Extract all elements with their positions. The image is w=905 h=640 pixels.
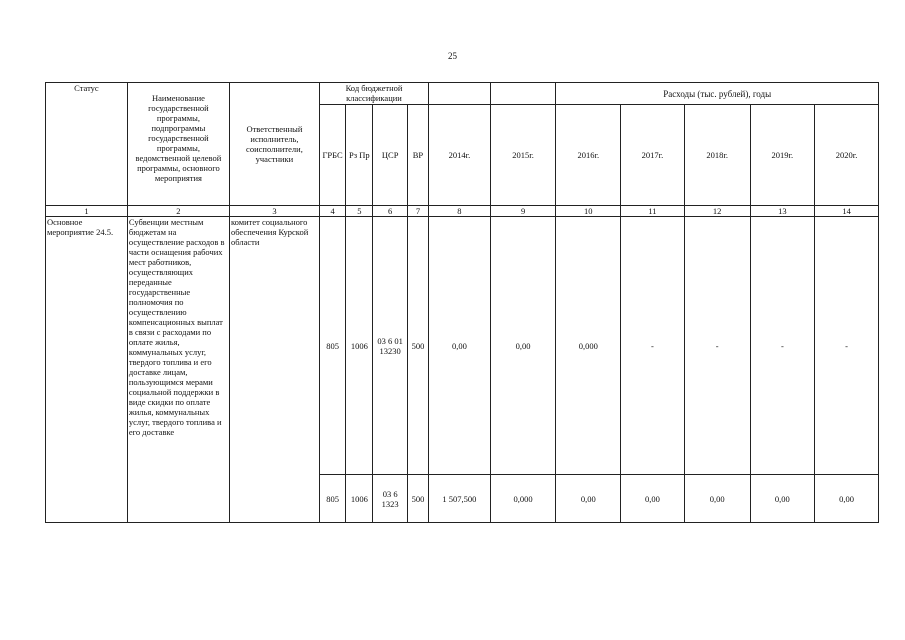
row1-vr: 500 bbox=[407, 217, 428, 475]
column-number: 9 bbox=[490, 206, 556, 217]
header-expenses: Расходы (тыс. рублей), годы bbox=[556, 83, 879, 105]
row2-vr: 500 bbox=[407, 475, 428, 523]
header-year-2017: 2017г. bbox=[621, 105, 685, 206]
column-number: 5 bbox=[346, 206, 373, 217]
column-number: 11 bbox=[621, 206, 685, 217]
column-number: 12 bbox=[684, 206, 750, 217]
row1-csr: 03 6 01 13230 bbox=[373, 217, 407, 475]
row1-rzpr: 1006 bbox=[346, 217, 373, 475]
row1-value-2015: 0,00 bbox=[490, 217, 556, 475]
column-number: 1 bbox=[46, 206, 128, 217]
row1-value-2018: - bbox=[684, 217, 750, 475]
record-executor: комитет социального обеспечения Курской области bbox=[229, 217, 319, 523]
header-program-name: Наименование государственной программы, подпрограммы государственной программы, ведомственной целевой программы, основного мероприятия bbox=[127, 83, 229, 206]
row2-value-2016: 0,00 bbox=[556, 475, 621, 523]
header-blank-a bbox=[429, 83, 491, 105]
column-number: 7 bbox=[407, 206, 428, 217]
row2-value-2020: 0,00 bbox=[815, 475, 879, 523]
page-number: 25 bbox=[448, 51, 457, 61]
table-row bbox=[46, 217, 879, 475]
row2-rzpr: 1006 bbox=[346, 475, 373, 523]
row1-value-2017: - bbox=[621, 217, 685, 475]
header-year-2019: 2019г. bbox=[750, 105, 815, 206]
row2-value-2018: 0,00 bbox=[684, 475, 750, 523]
row1-value-2019: - bbox=[750, 217, 815, 475]
row1-value-2016: 0,000 bbox=[556, 217, 621, 475]
column-number: 14 bbox=[815, 206, 879, 217]
row1-value-2014: 0,00 bbox=[429, 217, 491, 475]
row2-value-2014: 1 507,500 bbox=[429, 475, 491, 523]
header-rzpr: Рз Пр bbox=[346, 105, 373, 206]
header-vr: ВР bbox=[407, 105, 428, 206]
row2-value-2015: 0,000 bbox=[490, 475, 556, 523]
row1-grbs: 805 bbox=[319, 217, 345, 475]
header-year-2018: 2018г. bbox=[684, 105, 750, 206]
row2-value-2019: 0,00 bbox=[750, 475, 815, 523]
header-budget-code: Код бюджетной классификации bbox=[319, 83, 428, 105]
column-number: 8 bbox=[429, 206, 491, 217]
column-number: 3 bbox=[229, 206, 319, 217]
row1-value-2020: - bbox=[815, 217, 879, 475]
row2-value-2017: 0,00 bbox=[621, 475, 685, 523]
row2-csr: 03 6 1323 bbox=[373, 475, 407, 523]
record-status: Основное мероприятие 24.5. bbox=[46, 217, 128, 523]
header-status: Статус bbox=[46, 83, 128, 206]
header-blank-b bbox=[490, 83, 556, 105]
column-number: 10 bbox=[556, 206, 621, 217]
header-grbs: ГРБС bbox=[319, 105, 345, 206]
header-year-2015: 2015г. bbox=[490, 105, 556, 206]
header-year-2020: 2020г. bbox=[815, 105, 879, 206]
record-name: Субвенции местным бюджетам на осуществление расходов в части оснащения рабочих мест работников, осуществляющих переданные государственные полномочия по осуществлению компенсационных выплат в связи с расходами по оплате жилья, коммунальных услуг, твердого топлива и его доставке лицам, пользующимся мерами социальной поддержки в виде скидки по оплате жилья, коммунальных услуг, твердого топлива и его доставке bbox=[127, 217, 229, 523]
budget-table bbox=[45, 82, 879, 523]
column-number: 2 bbox=[127, 206, 229, 217]
column-number: 4 bbox=[319, 206, 345, 217]
header-year-2016: 2016г. bbox=[556, 105, 621, 206]
row2-grbs: 805 bbox=[319, 475, 345, 523]
header-executor: Ответственный исполнитель, соисполнители, участники bbox=[229, 83, 319, 206]
column-number: 6 bbox=[373, 206, 407, 217]
column-number: 13 bbox=[750, 206, 815, 217]
header-csr: ЦСР bbox=[373, 105, 407, 206]
header-year-2014: 2014г. bbox=[429, 105, 491, 206]
